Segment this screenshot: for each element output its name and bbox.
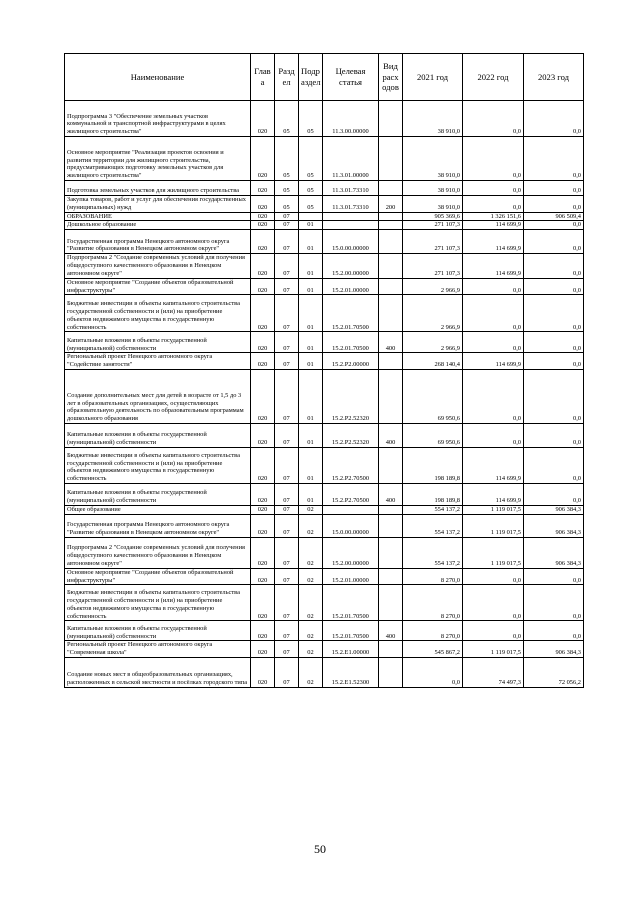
table-row [65, 369, 584, 423]
cell-glava: 020 [251, 658, 275, 688]
cell-podrazdel: 01 [299, 423, 323, 447]
cell-name: Основное мероприятие "Создание объектов образовательной инфраструктуры" [65, 278, 251, 295]
table-row [65, 181, 584, 196]
cell-name: Капитальные вложения в объекты государственной (муниципальной) собственности [65, 621, 251, 641]
cell-podrazdel: 05 [299, 181, 323, 196]
cell-podrazdel: 02 [299, 585, 323, 621]
cell-2023: 72 056,2 [524, 658, 584, 688]
cell-glava: 020 [251, 505, 275, 514]
cell-name: Бюджетные инвестиции в объекты капитального строительства государственной собственности и (или) на приобретение объектов недвижимого имущества в государственную собственность [65, 585, 251, 621]
cell-name: Бюджетные инвестиции в объекты капитального строительства государственной собственности и (или) на приобретение объектов недвижимого имущества в государственную собственность [65, 295, 251, 332]
cell-podrazdel: 05 [299, 196, 323, 213]
cell-name: Государственная программа Ненецкого автономного округа "Развитие образования в Ненецком автономном округе" [65, 230, 251, 254]
cell-name: Подпрограмма 2 "Создание современных условий для получения общедоступного качественного образования в Ненецком автономном округе" [65, 254, 251, 278]
cell-razdel: 07 [275, 568, 299, 585]
cell-name: Капитальные вложения в объекты государственной (муниципальной) собственности [65, 332, 251, 353]
cell-2021: 554 137,2 [403, 514, 463, 537]
table-row [65, 423, 584, 447]
cell-2021: 38 910,0 [403, 196, 463, 213]
cell-2022: 0,0 [463, 278, 524, 295]
cell-2023: 0,0 [524, 621, 584, 641]
cell-razdel: 07 [275, 230, 299, 254]
cell-name: Подпрограмма 3 "Обеспечение земельных участков коммунальной и транспортной инфраструктурами в целях жилищного строительства" [65, 101, 251, 137]
table-row [65, 221, 584, 230]
col-header-podrazdel: Подр аздел [299, 54, 323, 101]
cell-podrazdel: 05 [299, 101, 323, 137]
cell-razdel: 07 [275, 212, 299, 221]
cell-target [323, 212, 379, 221]
cell-2023: 0,0 [524, 295, 584, 332]
cell-2022: 1 119 017,5 [463, 537, 524, 568]
cell-name: Подпрограмма 2 "Создание современных условий для получения общедоступного качественного образования в Ненецком автономном округе" [65, 537, 251, 568]
cell-glava: 020 [251, 514, 275, 537]
cell-razdel: 05 [275, 196, 299, 213]
cell-name: Подготовка земельных участков для жилищного строительства [65, 181, 251, 196]
cell-2022: 114 699,9 [463, 254, 524, 278]
cell-name: Основное мероприятие "Создание объектов образовательной инфраструктуры" [65, 568, 251, 585]
cell-target: 15.2.P2.70500 [323, 447, 379, 483]
cell-name: Закупка товаров, работ и услуг для обеспечения государственных (муниципальных) нужд [65, 196, 251, 213]
cell-name: Создание новых мест в общеобразовательных организациях, расположенных в сельской местности и посёлках городского типа [65, 658, 251, 688]
cell-glava: 020 [251, 196, 275, 213]
cell-target: 15.2.P2.52320 [323, 369, 379, 423]
cell-vid [379, 137, 403, 181]
cell-2022: 0,0 [463, 101, 524, 137]
cell-glava: 020 [251, 483, 275, 505]
cell-target: 15.2.01.70500 [323, 585, 379, 621]
cell-2021: 271 107,3 [403, 230, 463, 254]
cell-vid [379, 514, 403, 537]
cell-2022: 0,0 [463, 423, 524, 447]
cell-2022: 0,0 [463, 568, 524, 585]
cell-vid [379, 221, 403, 230]
cell-razdel: 07 [275, 221, 299, 230]
cell-glava: 020 [251, 621, 275, 641]
cell-podrazdel: 05 [299, 137, 323, 181]
table-row [65, 332, 584, 353]
cell-2022: 114 699,9 [463, 447, 524, 483]
cell-2022: 1 119 017,5 [463, 641, 524, 658]
cell-vid [379, 369, 403, 423]
cell-2021: 198 189,8 [403, 483, 463, 505]
cell-razdel: 07 [275, 254, 299, 278]
cell-name: Региональный проект Ненецкого автономного округа "Содействие занятости" [65, 353, 251, 370]
cell-razdel: 07 [275, 585, 299, 621]
cell-glava: 020 [251, 537, 275, 568]
cell-glava: 020 [251, 137, 275, 181]
cell-podrazdel: 02 [299, 641, 323, 658]
cell-name: Бюджетные инвестиции в объекты капитального строительства государственной собственности и (или) на приобретение объектов недвижимого имущества в государственную собственность [65, 447, 251, 483]
cell-2023: 906 384,3 [524, 514, 584, 537]
cell-glava: 020 [251, 447, 275, 483]
cell-2023: 0,0 [524, 447, 584, 483]
cell-2022: 0,0 [463, 137, 524, 181]
cell-2023: 0,0 [524, 254, 584, 278]
cell-target [323, 221, 379, 230]
cell-glava: 020 [251, 278, 275, 295]
cell-2021: 8 270,0 [403, 568, 463, 585]
table-row [65, 254, 584, 278]
cell-podrazdel: 01 [299, 221, 323, 230]
cell-2021: 545 867,2 [403, 641, 463, 658]
cell-vid [379, 447, 403, 483]
cell-2022: 1 326 151,6 [463, 212, 524, 221]
cell-podrazdel: 01 [299, 278, 323, 295]
cell-2022: 1 119 017,5 [463, 514, 524, 537]
cell-glava: 020 [251, 221, 275, 230]
cell-podrazdel: 01 [299, 332, 323, 353]
cell-2023: 0,0 [524, 332, 584, 353]
cell-target: 11.3.01.00000 [323, 137, 379, 181]
cell-glava: 020 [251, 230, 275, 254]
table-row [65, 137, 584, 181]
cell-razdel: 07 [275, 369, 299, 423]
cell-2021: 554 137,2 [403, 505, 463, 514]
cell-razdel: 07 [275, 447, 299, 483]
cell-razdel: 07 [275, 514, 299, 537]
cell-target: 15.2.00.00000 [323, 254, 379, 278]
cell-target: 11.3.01.73310 [323, 196, 379, 213]
cell-target: 15.2.P2.00000 [323, 353, 379, 370]
cell-target: 15.2.01.70500 [323, 295, 379, 332]
col-header-vid: Вид расх одов [379, 54, 403, 101]
cell-target: 15.2.01.70500 [323, 332, 379, 353]
col-header-glava: Глав а [251, 54, 275, 101]
cell-podrazdel: 02 [299, 514, 323, 537]
cell-2022: 74 497,3 [463, 658, 524, 688]
cell-razdel: 07 [275, 621, 299, 641]
col-header-target: Целевая статья [323, 54, 379, 101]
cell-2022: 1 119 017,5 [463, 505, 524, 514]
cell-podrazdel: 01 [299, 295, 323, 332]
cell-razdel: 07 [275, 537, 299, 568]
table-row [65, 447, 584, 483]
cell-2021: 271 107,3 [403, 254, 463, 278]
cell-vid [379, 353, 403, 370]
cell-target: 15.2.01.70500 [323, 621, 379, 641]
cell-2023: 906 509,4 [524, 212, 584, 221]
cell-vid: 400 [379, 423, 403, 447]
cell-name: Государственная программа Ненецкого автономного округа "Развитие образования в Ненецком автономном округе" [65, 514, 251, 537]
cell-target: 15.2.P2.70500 [323, 483, 379, 505]
cell-vid: 400 [379, 332, 403, 353]
cell-razdel: 07 [275, 423, 299, 447]
cell-podrazdel [299, 212, 323, 221]
col-header-2022: 2022 год [463, 54, 524, 101]
cell-glava: 020 [251, 369, 275, 423]
page-number: 50 [314, 842, 326, 856]
cell-2023: 906 384,3 [524, 641, 584, 658]
cell-2023: 0,0 [524, 230, 584, 254]
cell-2022: 0,0 [463, 585, 524, 621]
cell-name: Региональный проект Ненецкого автономного округа "Современная школа" [65, 641, 251, 658]
cell-target: 15.2.P2.52320 [323, 423, 379, 447]
cell-2021: 38 910,0 [403, 181, 463, 196]
cell-razdel: 07 [275, 332, 299, 353]
table-row [65, 230, 584, 254]
cell-glava: 020 [251, 212, 275, 221]
cell-vid [379, 658, 403, 688]
cell-name: Капитальные вложения в объекты государственной (муниципальной) собственности [65, 483, 251, 505]
table-row [65, 641, 584, 658]
cell-2021: 0,0 [403, 658, 463, 688]
cell-vid [379, 254, 403, 278]
cell-2023: 0,0 [524, 585, 584, 621]
cell-target: 15.0.00.00000 [323, 230, 379, 254]
cell-vid [379, 230, 403, 254]
cell-2023: 0,0 [524, 196, 584, 213]
col-header-name: Наименование [65, 54, 251, 101]
cell-vid: 200 [379, 196, 403, 213]
table-row [65, 585, 584, 621]
cell-vid [379, 568, 403, 585]
cell-target: 15.2.E1.52300 [323, 658, 379, 688]
cell-2023: 0,0 [524, 369, 584, 423]
col-header-2021: 2021 год [403, 54, 463, 101]
cell-vid [379, 537, 403, 568]
cell-2022: 114 699,9 [463, 353, 524, 370]
cell-2022: 0,0 [463, 621, 524, 641]
cell-vid [379, 505, 403, 514]
cell-2023: 0,0 [524, 137, 584, 181]
cell-2021: 905 369,6 [403, 212, 463, 221]
cell-podrazdel: 01 [299, 254, 323, 278]
table-row [65, 483, 584, 505]
cell-glava: 020 [251, 641, 275, 658]
cell-podrazdel: 01 [299, 483, 323, 505]
table-row [65, 196, 584, 213]
cell-podrazdel: 01 [299, 369, 323, 423]
table-row [65, 353, 584, 370]
cell-podrazdel: 01 [299, 353, 323, 370]
table-row [65, 505, 584, 514]
cell-glava: 020 [251, 181, 275, 196]
table-row [65, 514, 584, 537]
cell-2022: 0,0 [463, 332, 524, 353]
cell-name: Общее образование [65, 505, 251, 514]
cell-glava: 020 [251, 568, 275, 585]
cell-glava: 020 [251, 295, 275, 332]
cell-2023: 0,0 [524, 423, 584, 447]
budget-table [64, 53, 584, 688]
cell-podrazdel: 02 [299, 658, 323, 688]
cell-2021: 554 137,2 [403, 537, 463, 568]
cell-razdel: 07 [275, 658, 299, 688]
cell-2021: 8 270,0 [403, 621, 463, 641]
cell-2022: 0,0 [463, 295, 524, 332]
cell-2023: 0,0 [524, 353, 584, 370]
cell-vid [379, 212, 403, 221]
cell-2022: 114 699,9 [463, 221, 524, 230]
cell-name: Основное мероприятие "Реализация проектов освоения и развития территории для жилищного строительства, предусматривающих подготовку земельных участков для жилищного строительства" [65, 137, 251, 181]
cell-2021: 38 910,0 [403, 101, 463, 137]
cell-vid [379, 181, 403, 196]
cell-2021: 38 910,0 [403, 137, 463, 181]
cell-vid [379, 295, 403, 332]
table-row [65, 568, 584, 585]
cell-2023: 906 384,3 [524, 505, 584, 514]
cell-2022: 114 699,9 [463, 230, 524, 254]
table-row [65, 295, 584, 332]
cell-2021: 198 189,8 [403, 447, 463, 483]
cell-2023: 0,0 [524, 221, 584, 230]
cell-razdel: 07 [275, 505, 299, 514]
cell-glava: 020 [251, 101, 275, 137]
cell-2022: 0,0 [463, 196, 524, 213]
cell-name: Капитальные вложения в объекты государственной (муниципальной) собственности [65, 423, 251, 447]
cell-2023: 0,0 [524, 181, 584, 196]
cell-2021: 271 107,3 [403, 221, 463, 230]
cell-glava: 020 [251, 585, 275, 621]
cell-2022: 114 699,9 [463, 483, 524, 505]
cell-podrazdel: 02 [299, 537, 323, 568]
cell-podrazdel: 01 [299, 230, 323, 254]
cell-2023: 0,0 [524, 101, 584, 137]
cell-target [323, 505, 379, 514]
col-header-razdel: Разд ел [275, 54, 299, 101]
table-row [65, 658, 584, 688]
table-body [65, 101, 584, 688]
cell-2021: 69 950,6 [403, 369, 463, 423]
cell-razdel: 05 [275, 181, 299, 196]
cell-2023: 906 384,3 [524, 537, 584, 568]
cell-target: 11.3.00.00000 [323, 101, 379, 137]
cell-2023: 0,0 [524, 278, 584, 295]
cell-2021: 2 966,9 [403, 295, 463, 332]
cell-vid [379, 641, 403, 658]
cell-vid [379, 278, 403, 295]
cell-target: 15.2.00.00000 [323, 537, 379, 568]
table-row [65, 278, 584, 295]
cell-vid: 400 [379, 621, 403, 641]
cell-2021: 69 950,6 [403, 423, 463, 447]
table-row [65, 101, 584, 137]
cell-razdel: 05 [275, 137, 299, 181]
cell-2021: 2 966,9 [403, 332, 463, 353]
cell-podrazdel: 02 [299, 568, 323, 585]
cell-razdel: 07 [275, 295, 299, 332]
cell-2023: 0,0 [524, 568, 584, 585]
cell-glava: 020 [251, 332, 275, 353]
table-row [65, 537, 584, 568]
cell-podrazdel: 01 [299, 447, 323, 483]
cell-2023: 0,0 [524, 483, 584, 505]
cell-vid: 400 [379, 483, 403, 505]
cell-2021: 2 966,9 [403, 278, 463, 295]
cell-razdel: 07 [275, 483, 299, 505]
cell-name: Создание дополнительных мест для детей в возрасте от 1,5 до 3 лет в образовательных организациях, осуществляющих образовательную деятельность по образовательным программам дошкольного образования [65, 369, 251, 423]
table-row [65, 212, 584, 221]
table-header-row [65, 54, 584, 101]
cell-vid [379, 101, 403, 137]
cell-2022: 0,0 [463, 369, 524, 423]
cell-podrazdel: 02 [299, 621, 323, 641]
cell-razdel: 07 [275, 641, 299, 658]
cell-target: 11.3.01.73310 [323, 181, 379, 196]
cell-podrazdel: 02 [299, 505, 323, 514]
cell-target: 15.0.00.00000 [323, 514, 379, 537]
cell-name: ОБРАЗОВАНИЕ [65, 212, 251, 221]
cell-glava: 020 [251, 254, 275, 278]
cell-glava: 020 [251, 423, 275, 447]
cell-2022: 0,0 [463, 181, 524, 196]
cell-razdel: 07 [275, 278, 299, 295]
cell-name: Дошкольное образование [65, 221, 251, 230]
cell-razdel: 05 [275, 101, 299, 137]
cell-target: 15.2.01.00000 [323, 568, 379, 585]
col-header-2023: 2023 год [524, 54, 584, 101]
cell-vid [379, 585, 403, 621]
cell-target: 15.2.E1.00000 [323, 641, 379, 658]
cell-2021: 268 140,4 [403, 353, 463, 370]
cell-2021: 8 270,0 [403, 585, 463, 621]
cell-target: 15.2.01.00000 [323, 278, 379, 295]
cell-glava: 020 [251, 353, 275, 370]
table-row [65, 621, 584, 641]
cell-razdel: 07 [275, 353, 299, 370]
